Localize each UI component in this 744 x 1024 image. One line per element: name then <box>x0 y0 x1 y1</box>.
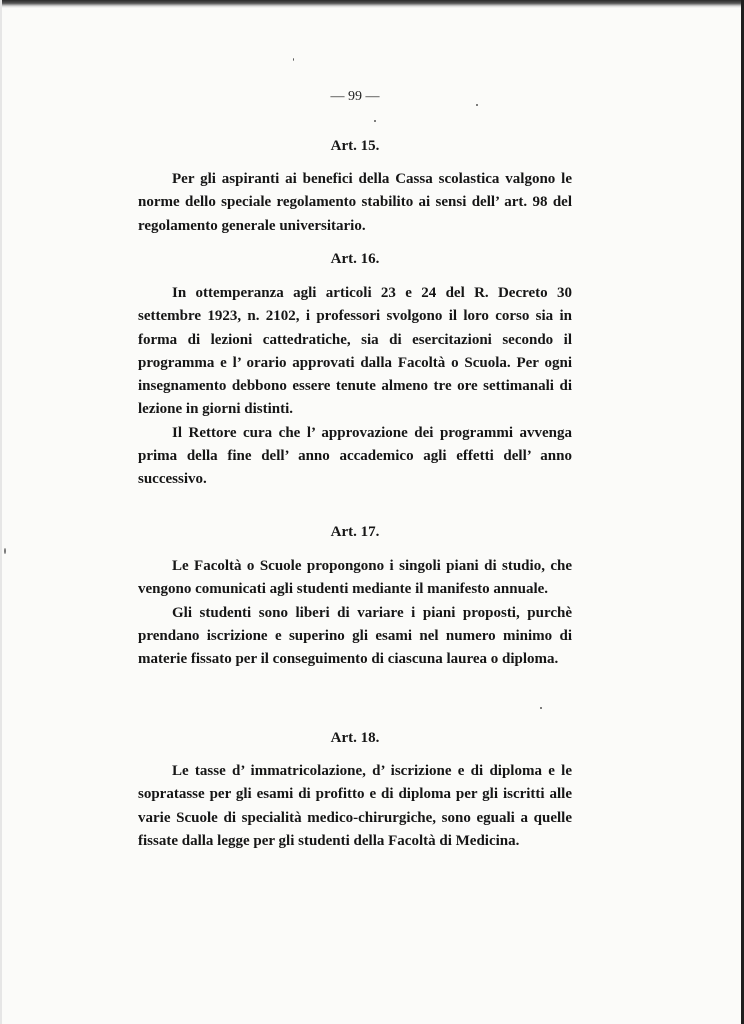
article-16-heading: Art. 16. <box>330 251 380 267</box>
article-17-body <box>138 555 572 671</box>
article-16-body <box>138 282 572 492</box>
article-18-heading: Art. 18. <box>330 730 380 746</box>
article-18-paragraph-1: Le tasse d’ immatricolazione, d’ iscrizione e di diploma e le sopratasse per gli esami di profitto e di diploma per gli iscritti alle varie Scuole di specialità medico-chirurgiche, sono eguali a quelle fissate dalla legge per gli studenti della Facoltà di Medicina. <box>138 763 572 849</box>
article-17-paragraph-2: Gli studenti sono liberi di variare i piani proposti, purchè prendano iscrizione e superino gli esami nel numero minimo di materie fissato per il conseguimento di ciascuna laurea o diploma. <box>138 604 572 668</box>
scan-speck <box>4 548 6 554</box>
page-number: — 99 — <box>330 89 380 104</box>
scan-speck <box>540 707 542 709</box>
article-15-paragraph-1: Per gli aspiranti ai benefici della Cassa scolastica valgono le norme dello speciale regolamento stabilito ai sensi dell’ art. 98 del regolamento generale universitario. <box>138 171 572 234</box>
article-17-heading: Art. 17. <box>330 524 380 540</box>
scan-speck <box>293 58 294 61</box>
article-15-body <box>138 168 572 238</box>
scan-speck <box>374 120 376 122</box>
scan-speck <box>476 104 478 106</box>
article-15-heading: Art. 15. <box>330 138 380 154</box>
article-16-paragraph-1: In ottemperanza agli articoli 23 e 24 del R. Decreto 30 settembre 1923, n. 2102, i professori svolgono il loro corso sia in forma di lezioni cattedratiche, sia di esercitazioni secondo il programma e l’ orario approvati dalla Facoltà o Scuola. Per ogni insegnamento debbono essere tenute almeno tre ore settimanali di lezione in giorni distinti. <box>138 285 572 418</box>
article-17-paragraph-1: Le Facoltà o Scuole propongono i singoli piani di studio, che vengono comunicati agli studenti mediante il manifesto annuale. <box>138 558 572 598</box>
article-16-paragraph-2: Il Rettore cura che l’ approvazione dei programmi avvenga prima della fine dell’ anno accademico agli effetti dell’ anno successivo. <box>138 424 572 488</box>
scan-left-edge <box>0 0 2 1024</box>
article-18-body <box>138 760 572 853</box>
scan-top-edge <box>0 0 744 8</box>
